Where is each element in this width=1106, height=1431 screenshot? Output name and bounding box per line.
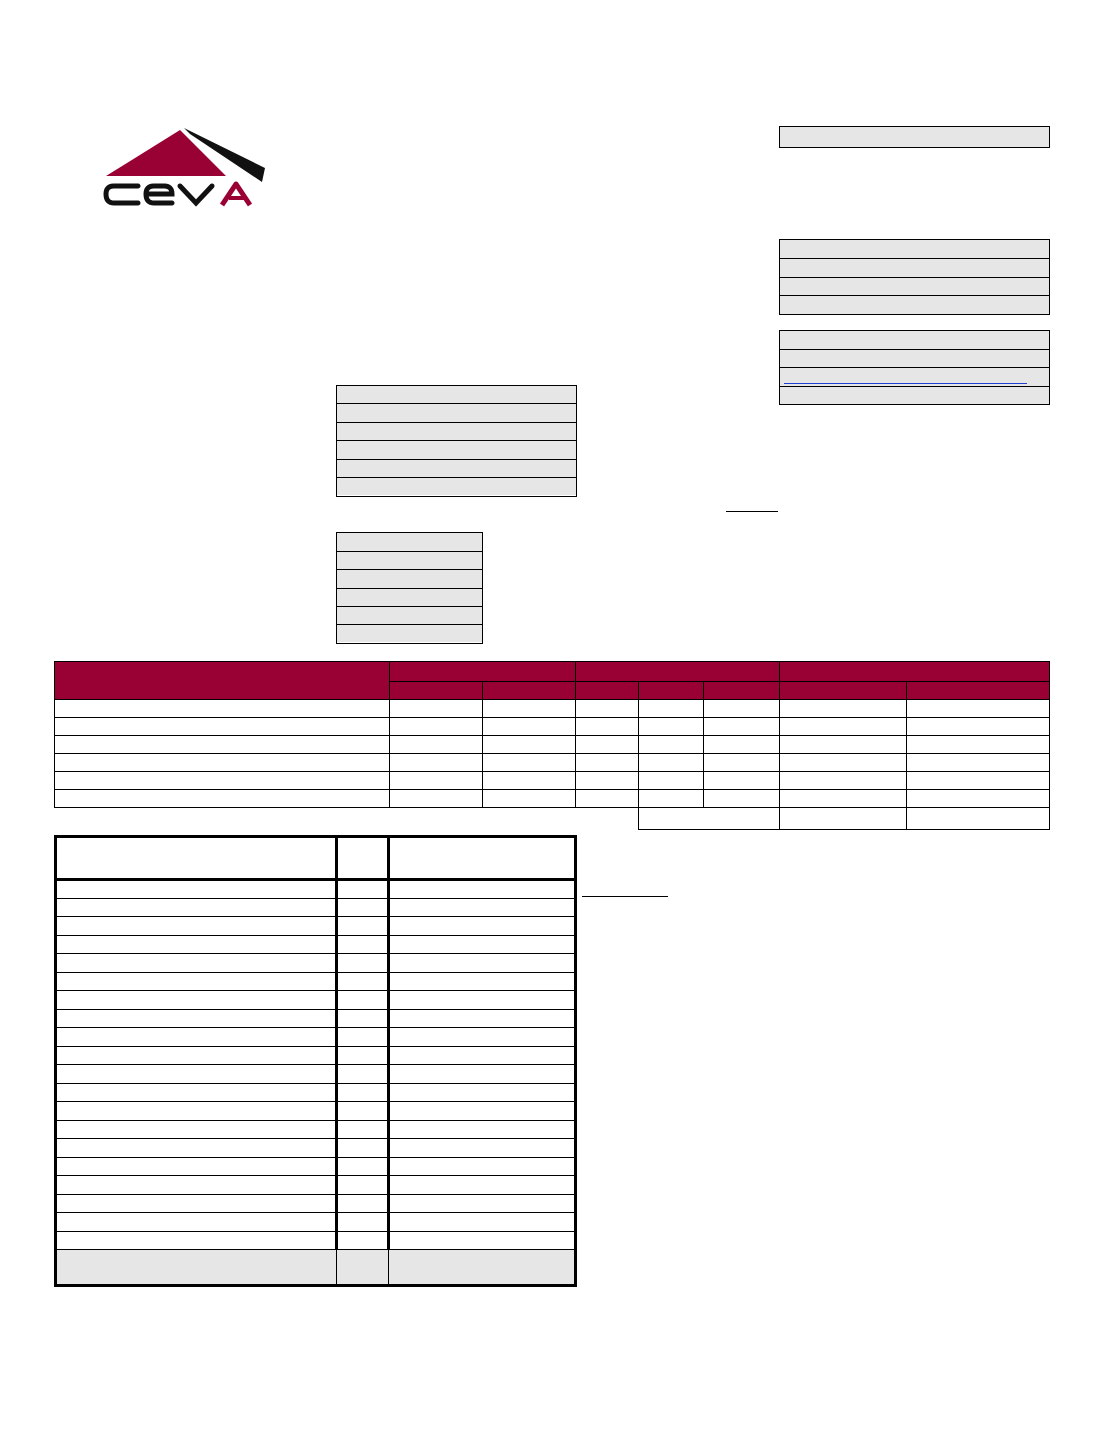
shipment-cell[interactable]: [482, 718, 576, 736]
items-cell[interactable]: [337, 972, 389, 991]
items-row: [56, 1028, 576, 1047]
items-row: [56, 1046, 576, 1065]
items-cell[interactable]: [337, 954, 389, 973]
items-cell[interactable]: [337, 1046, 389, 1065]
shipment-total-cell[interactable]: [639, 808, 780, 830]
logo-letter-v: [180, 186, 212, 203]
shipment-cell[interactable]: [576, 754, 639, 772]
items-total-quantity[interactable]: [337, 1250, 389, 1286]
logo-letter-c: [106, 186, 138, 203]
items-cell[interactable]: [337, 898, 389, 917]
items-cell[interactable]: [337, 1083, 389, 1102]
items-cell[interactable]: [56, 1176, 337, 1195]
items-cell[interactable]: [56, 1028, 337, 1047]
shipment-cell[interactable]: [704, 736, 780, 754]
items-cell[interactable]: [56, 935, 337, 954]
items-cell[interactable]: [337, 1176, 389, 1195]
items-cell[interactable]: [389, 1120, 576, 1139]
items-cell[interactable]: [389, 1028, 576, 1047]
shipment-cell[interactable]: [55, 700, 390, 718]
items-cell[interactable]: [56, 917, 337, 936]
email-link-underline: [784, 383, 1027, 384]
shipment-cell[interactable]: [389, 700, 482, 718]
shipment-total-cell[interactable]: [907, 808, 1050, 830]
reference-fields-box: [779, 239, 1050, 315]
shipment-header-description: [55, 662, 390, 700]
shipment-cell[interactable]: [704, 790, 780, 808]
items-header-quantity: [337, 837, 389, 880]
items-row: [56, 1176, 576, 1195]
items-cell[interactable]: [389, 1046, 576, 1065]
items-cell[interactable]: [389, 935, 576, 954]
shipment-cell[interactable]: [704, 700, 780, 718]
items-row: [56, 880, 576, 899]
shipment-row: [55, 772, 1050, 790]
shipment-cell[interactable]: [907, 790, 1050, 808]
items-cell[interactable]: [56, 1194, 337, 1213]
shipment-cell[interactable]: [55, 790, 390, 808]
items-row: [56, 1231, 576, 1250]
items-cell[interactable]: [337, 1009, 389, 1028]
items-header-description: [56, 837, 337, 880]
shipment-cell[interactable]: [482, 754, 576, 772]
details-field-1[interactable]: [337, 533, 482, 552]
items-cell[interactable]: [56, 1157, 337, 1176]
shipment-cell[interactable]: [389, 718, 482, 736]
shipment-cell[interactable]: [55, 718, 390, 736]
shipment-cell[interactable]: [780, 772, 907, 790]
items-cell[interactable]: [389, 880, 576, 899]
items-cell[interactable]: [56, 1102, 337, 1121]
shipment-row: [55, 754, 1050, 772]
items-header-amount: [389, 837, 576, 880]
shipment-subheader: [576, 682, 639, 700]
shipment-cell[interactable]: [576, 700, 639, 718]
items-cell[interactable]: [389, 972, 576, 991]
shipment-subheader: [704, 682, 780, 700]
address-field-1[interactable]: [337, 386, 576, 404]
ceva-logo: [100, 126, 270, 212]
items-cell[interactable]: [389, 1213, 576, 1232]
items-cell[interactable]: [337, 1231, 389, 1250]
items-cell[interactable]: [56, 1046, 337, 1065]
details-field-2[interactable]: [337, 552, 482, 570]
shipment-cell[interactable]: [704, 718, 780, 736]
items-row: [56, 1083, 576, 1102]
address-field-2[interactable]: [337, 404, 576, 423]
items-cell[interactable]: [389, 917, 576, 936]
shipment-cell[interactable]: [639, 736, 704, 754]
shipment-cell[interactable]: [389, 754, 482, 772]
shipment-row: [55, 790, 1050, 808]
items-cell[interactable]: [389, 1157, 576, 1176]
address-field-6[interactable]: [337, 478, 576, 495]
shipment-cell[interactable]: [482, 700, 576, 718]
shipment-cell[interactable]: [780, 736, 907, 754]
items-cell[interactable]: [56, 1139, 337, 1158]
shipment-cell[interactable]: [639, 754, 704, 772]
items-cell[interactable]: [337, 917, 389, 936]
items-total-amount[interactable]: [389, 1250, 576, 1286]
items-cell[interactable]: [389, 1231, 576, 1250]
contact-field-4[interactable]: [780, 387, 1049, 404]
shipment-header-group-3: [780, 662, 1050, 682]
signature-underline: [726, 511, 778, 512]
items-cell[interactable]: [337, 935, 389, 954]
address-field-5[interactable]: [337, 460, 576, 478]
items-cell[interactable]: [389, 1139, 576, 1158]
logo-roof-red: [106, 130, 226, 176]
shipment-totals-spacer: [55, 808, 639, 830]
items-row: [56, 991, 576, 1010]
shipment-subheader: [780, 682, 907, 700]
details-fields-box: [336, 532, 483, 644]
items-table: [54, 835, 577, 1287]
shipment-cell[interactable]: [780, 718, 907, 736]
items-cell[interactable]: [389, 1083, 576, 1102]
items-cell[interactable]: [337, 1139, 389, 1158]
shipment-cell[interactable]: [780, 754, 907, 772]
address-fields-box: [336, 385, 577, 497]
shipment-cell[interactable]: [639, 772, 704, 790]
shipment-row: [55, 700, 1050, 718]
note-underline: [582, 896, 668, 897]
reference-field-2[interactable]: [780, 259, 1049, 278]
reference-field-1[interactable]: [780, 240, 1049, 259]
items-row: [56, 935, 576, 954]
shipment-cell[interactable]: [482, 790, 576, 808]
logo-letter-e: [146, 186, 172, 203]
top-right-field[interactable]: [779, 126, 1050, 148]
items-row: [56, 1009, 576, 1028]
details-field-6[interactable]: [337, 625, 482, 642]
address-field-4[interactable]: [337, 441, 576, 460]
details-field-5[interactable]: [337, 607, 482, 625]
items-row: [56, 1213, 576, 1232]
items-cell[interactable]: [56, 954, 337, 973]
shipment-cell[interactable]: [576, 736, 639, 754]
items-cell[interactable]: [56, 1120, 337, 1139]
items-row: [56, 1157, 576, 1176]
items-row: [56, 1139, 576, 1158]
shipment-subheader: [482, 682, 576, 700]
items-cell[interactable]: [56, 1009, 337, 1028]
items-cell[interactable]: [337, 1065, 389, 1084]
items-row: [56, 954, 576, 973]
contact-email-field[interactable]: [780, 368, 1049, 387]
shipment-cell[interactable]: [907, 736, 1050, 754]
shipment-table: [54, 661, 1050, 830]
items-cell[interactable]: [389, 1009, 576, 1028]
contact-fields-box: [779, 330, 1050, 405]
items-cell[interactable]: [337, 1102, 389, 1121]
items-cell[interactable]: [337, 991, 389, 1010]
details-field-3[interactable]: [337, 570, 482, 589]
items-row: [56, 898, 576, 917]
shipment-cell[interactable]: [576, 772, 639, 790]
items-row: [56, 972, 576, 991]
items-cell[interactable]: [56, 1065, 337, 1084]
items-cell[interactable]: [389, 898, 576, 917]
items-cell[interactable]: [56, 1083, 337, 1102]
items-cell[interactable]: [56, 1231, 337, 1250]
items-cell[interactable]: [389, 954, 576, 973]
items-row: [56, 1065, 576, 1084]
reference-field-3[interactable]: [780, 278, 1049, 296]
items-total-label: [56, 1250, 337, 1286]
contact-field-2[interactable]: [780, 350, 1049, 368]
shipment-cell[interactable]: [704, 754, 780, 772]
shipment-row: [55, 736, 1050, 754]
shipment-cell[interactable]: [780, 790, 907, 808]
shipment-total-cell[interactable]: [780, 808, 907, 830]
shipment-cell[interactable]: [639, 718, 704, 736]
shipment-cell[interactable]: [907, 772, 1050, 790]
items-cell[interactable]: [56, 991, 337, 1010]
shipment-cell[interactable]: [576, 790, 639, 808]
items-cell[interactable]: [56, 898, 337, 917]
items-cell[interactable]: [389, 1176, 576, 1195]
shipment-cell[interactable]: [907, 700, 1050, 718]
shipment-header-group-2: [576, 662, 780, 682]
shipment-cell[interactable]: [482, 772, 576, 790]
shipment-cell[interactable]: [482, 736, 576, 754]
shipment-cell[interactable]: [704, 772, 780, 790]
shipment-subheader: [907, 682, 1050, 700]
items-cell[interactable]: [389, 1065, 576, 1084]
shipment-cell[interactable]: [639, 700, 704, 718]
items-cell[interactable]: [389, 991, 576, 1010]
shipment-subheader: [389, 682, 482, 700]
shipment-cell[interactable]: [55, 772, 390, 790]
items-cell[interactable]: [337, 1157, 389, 1176]
items-row: [56, 1194, 576, 1213]
shipment-row: [55, 718, 1050, 736]
items-cell[interactable]: [56, 972, 337, 991]
shipment-header-group-1: [389, 662, 576, 682]
items-cell[interactable]: [56, 1213, 337, 1232]
items-cell[interactable]: [337, 880, 389, 899]
items-cell[interactable]: [337, 1120, 389, 1139]
items-cell[interactable]: [56, 880, 337, 899]
items-row: [56, 1120, 576, 1139]
items-cell[interactable]: [337, 1194, 389, 1213]
shipment-cell[interactable]: [389, 790, 482, 808]
details-field-4[interactable]: [337, 589, 482, 607]
items-row: [56, 1102, 576, 1121]
shipment-cell[interactable]: [389, 736, 482, 754]
shipment-cell[interactable]: [639, 790, 704, 808]
shipment-cell[interactable]: [55, 736, 390, 754]
contact-field-1[interactable]: [780, 331, 1049, 350]
shipment-cell[interactable]: [780, 700, 907, 718]
shipment-cell[interactable]: [55, 754, 390, 772]
items-cell[interactable]: [337, 1213, 389, 1232]
shipment-subheader: [639, 682, 704, 700]
items-cell[interactable]: [389, 1102, 576, 1121]
logo-letter-a: [222, 184, 250, 205]
address-field-3[interactable]: [337, 423, 576, 441]
items-cell[interactable]: [337, 1028, 389, 1047]
items-row: [56, 917, 576, 936]
reference-field-4[interactable]: [780, 296, 1049, 314]
shipment-cell[interactable]: [907, 754, 1050, 772]
shipment-cell[interactable]: [389, 772, 482, 790]
items-cell[interactable]: [389, 1194, 576, 1213]
shipment-cell[interactable]: [576, 718, 639, 736]
shipment-cell[interactable]: [907, 718, 1050, 736]
